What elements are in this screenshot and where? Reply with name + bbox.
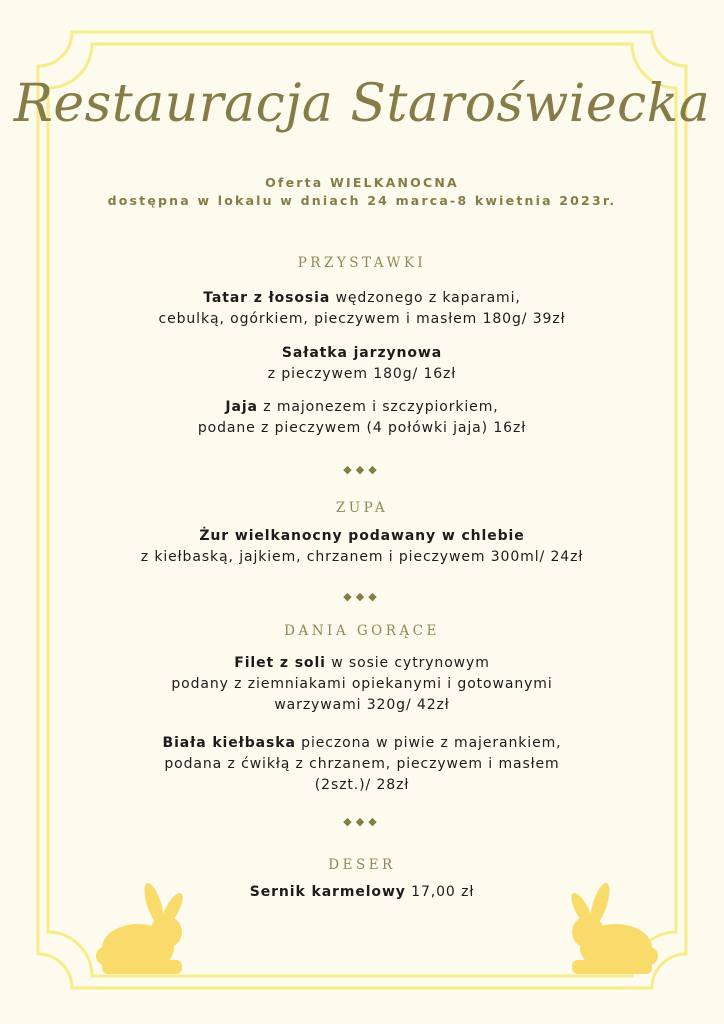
- item-price: 17,00 zł: [405, 884, 475, 900]
- item-description: podana z ćwikłą z chrzanem, pieczywem i masłem: [164, 756, 560, 772]
- diamond-separator: ◆◆◆: [343, 590, 381, 603]
- diamond-separator: ◆◆◆: [343, 815, 381, 828]
- menu-item-white-sausage: [0, 733, 724, 796]
- item-name: Żur wielkanocny podawany w chlebie: [199, 528, 525, 544]
- easter-bunny-right-icon: [548, 880, 658, 975]
- item-description: warzywami 320g/ 42zł: [274, 697, 450, 713]
- offer-dates: dostępna w lokalu w dniach 24 marca-8 kwietnia 2023r.: [107, 193, 617, 208]
- section-title-appetizers: PRZYSTAWKI: [297, 255, 427, 271]
- item-description: z pieczywem 180g/ 16zł: [267, 366, 457, 382]
- item-description: (2szt.)/ 28zł: [314, 777, 410, 793]
- item-name: Sernik karmelowy: [249, 884, 406, 900]
- item-description: podane z pieczywem (4 połówki jaja) 16zł: [197, 420, 527, 436]
- item-description: pieczona w piwie z majerankiem,: [295, 735, 562, 751]
- item-description: z kiełbaską, jajkiem, chrzanem i pieczywem 300ml/ 24zł: [140, 549, 584, 565]
- easter-bunny-left-icon: [96, 880, 206, 975]
- menu-item-sole-fillet: [0, 653, 724, 716]
- item-description: w sosie cytrynowym: [325, 655, 490, 671]
- restaurant-name: Restauracja Staroświecka: [13, 74, 711, 134]
- item-name: Filet z soli: [234, 655, 326, 671]
- menu-item-vegetable-salad: [0, 343, 724, 385]
- menu-item-eggs: [0, 397, 724, 439]
- section-title-dessert: DESER: [328, 857, 396, 873]
- section-title-soup: ZUPA: [335, 500, 389, 516]
- menu-item-salmon-tartare: [0, 288, 724, 330]
- item-description: z majonezem i szczypiorkiem,: [257, 399, 499, 415]
- item-name: Jaja: [225, 399, 258, 415]
- item-description: wędzonego z kaparami,: [330, 290, 521, 306]
- offer-line: Oferta WIELKANOCNA: [265, 175, 459, 190]
- item-name: Tatar z łososia: [203, 290, 331, 306]
- item-description: cebulką, ogórkiem, pieczywem i masłem 180g/ 39zł: [158, 311, 566, 327]
- menu-item-zurek: [0, 526, 724, 568]
- item-description: podany z ziemniakami opiekanymi i gotowanymi: [171, 676, 553, 692]
- diamond-separator: ◆◆◆: [343, 463, 381, 476]
- section-title-hot-dishes: DANIA GORĄCE: [284, 623, 440, 639]
- offer-subtitle: [0, 174, 724, 210]
- item-name: Biała kiełbaska: [162, 735, 296, 751]
- item-name: Sałatka jarzynowa: [281, 345, 443, 361]
